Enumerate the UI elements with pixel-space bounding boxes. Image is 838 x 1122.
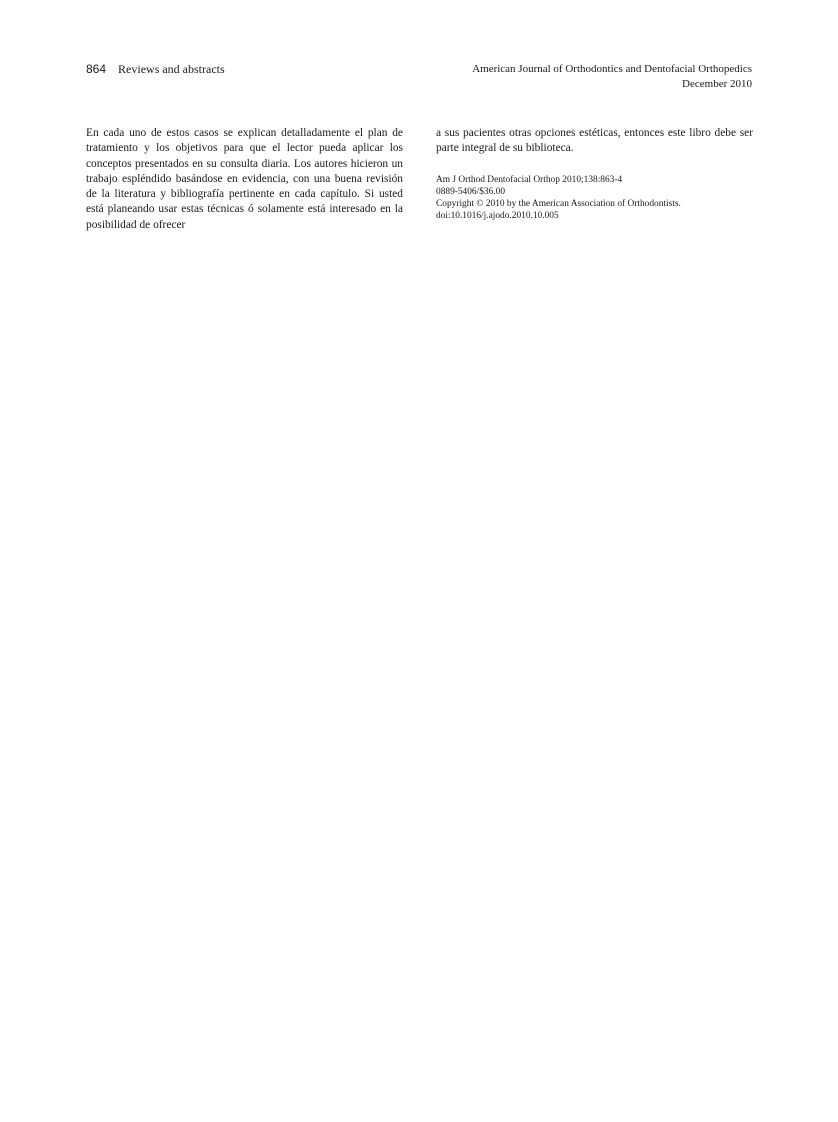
running-header-left [86,62,225,77]
body-paragraph-left: En cada uno de estos casos se explican detalladamente el plan de tratamiento y los objetivos para que el lector pueda aplicar los conceptos presentados en su consulta diaria. Los autores hicieron un trabajo espléndido basándose en evidencia, con una buena revisión de la literatura y bibliografía pertinente en cada capítulo. Si usted está planeando usar estas técnicas ó solamente está interesado en la posibilidad de ofrecer [86,127,403,231]
running-header-right [372,62,752,92]
citation-copyright: Copyright © 2010 by the American Association of Orthodontists. [436,199,681,209]
section-title: Reviews and abstracts [118,62,225,76]
body-paragraph-right: a sus pacientes otras opciones estéticas, entonces este libro debe ser parte integral de su biblioteca. [436,127,753,155]
journal-title: American Journal of Orthodontics and Dentofacial Orthopedics [472,63,752,75]
citation-issn-price: 0889-5406/$36.00 [436,186,506,197]
citation-reference: Am J Orthod Dentofacial Orthop 2010;138:863-4 [436,174,623,185]
left-column [86,126,403,233]
page-number: 864 [86,62,107,76]
citation-block [436,174,753,223]
issue-date: December 2010 [682,78,752,90]
right-column [436,126,753,222]
citation-doi: doi:10.1016/j.ajodo.2010.10.005 [436,211,559,222]
